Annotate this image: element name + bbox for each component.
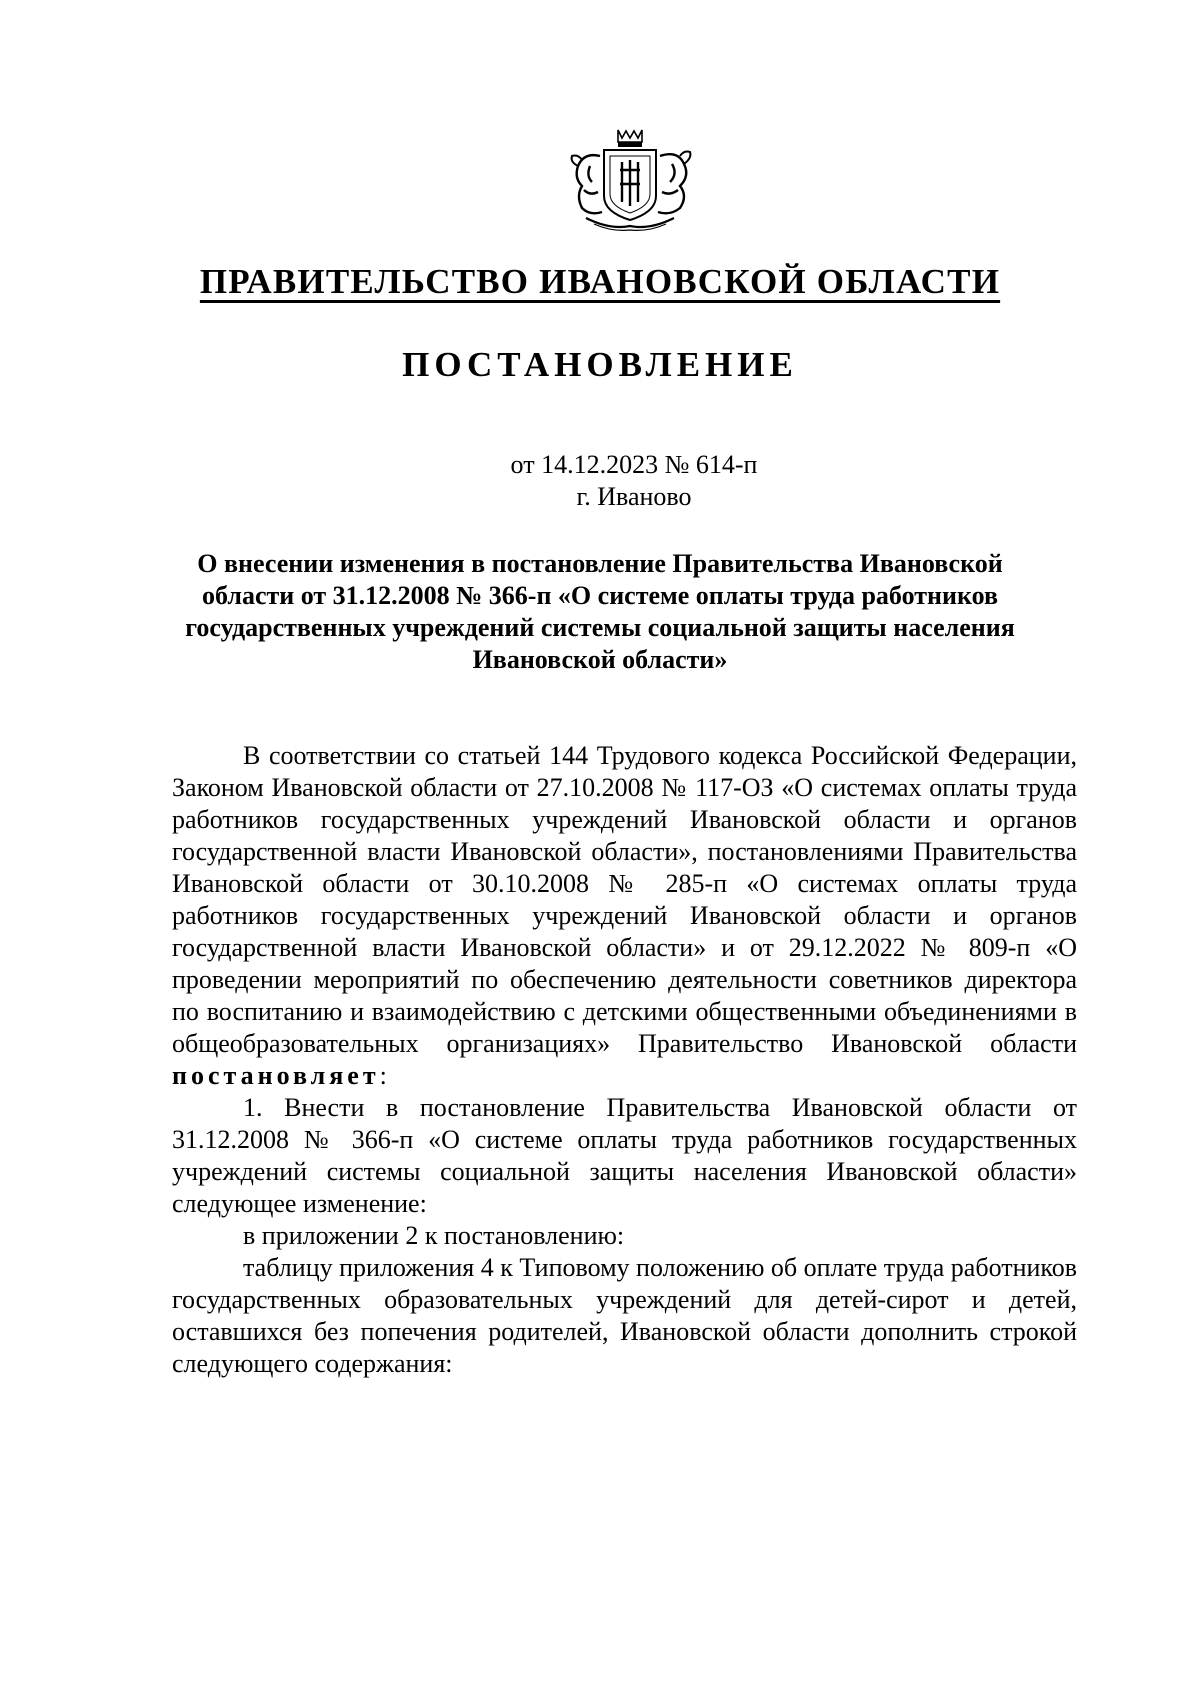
- resolves-word: постановляет: [172, 1061, 380, 1090]
- item-1-appendix-paragraph: в приложении 2 к постановлению:: [243, 1221, 625, 1250]
- document-type: ПОСТАНОВЛЕНИЕ: [402, 345, 798, 384]
- document-subject: О внесении изменения в постановление Правительства Ивановской области от 31.12.2008 № 366-п «О системе оплаты труда работников государственных учреждений системы социальной защиты населения Ивановской области»: [185, 549, 1015, 674]
- government-title-text: ПРАВИТЕЛЬСТВО ИВАНОВСКОЙ ОБЛАСТИ: [199, 262, 1001, 301]
- document-body: [172, 740, 1077, 1380]
- item-1-table-paragraph: таблицу приложения 4 к Типовому положению об оплате труда работников государственных образовательных учреждений для детей-сирот и детей, оставшихся без попечения родителей, Ивановской области дополнить строкой следующего содержания:: [172, 1253, 1077, 1378]
- document-date-number: от 14.12.2023 № 614-п: [510, 450, 758, 479]
- coat-of-arms-icon: [560, 126, 700, 234]
- preamble-paragraph: [172, 740, 1077, 1092]
- document-city: г. Иваново: [576, 482, 692, 511]
- preamble-text: В соответствии со статьей 144 Трудового кодекса Российской Федерации, Законом Ивановской области от 27.10.2008 № 117-ОЗ «О системах оплаты труда работников государственных учреждений Ивановской области и органов государственной власти Ивановской области», постановлениями Правительства Ивановской области от 30.10.2008 № 285-п «О системах оплаты труда работников государственных учреждений Ивановской области и органов государственной власти Ивановской области» и от 29.12.2022 № 809-п «О проведении мероприятий по обеспечению деятельности советников директора по воспитанию и взаимодействию с детскими общественными объединениями в общеобразовательных организациях» Правительство Ивановской области: [172, 741, 1077, 1058]
- resolves-colon: :: [379, 1061, 387, 1090]
- government-title: [0, 262, 1200, 302]
- item-1-paragraph: 1. Внести в постановление Правительства Ивановской области от 31.12.2008 № 366-п «О системе оплаты труда работников государственных учреждений системы социальной защиты населения Ивановской области» следующее изменение:: [172, 1093, 1077, 1218]
